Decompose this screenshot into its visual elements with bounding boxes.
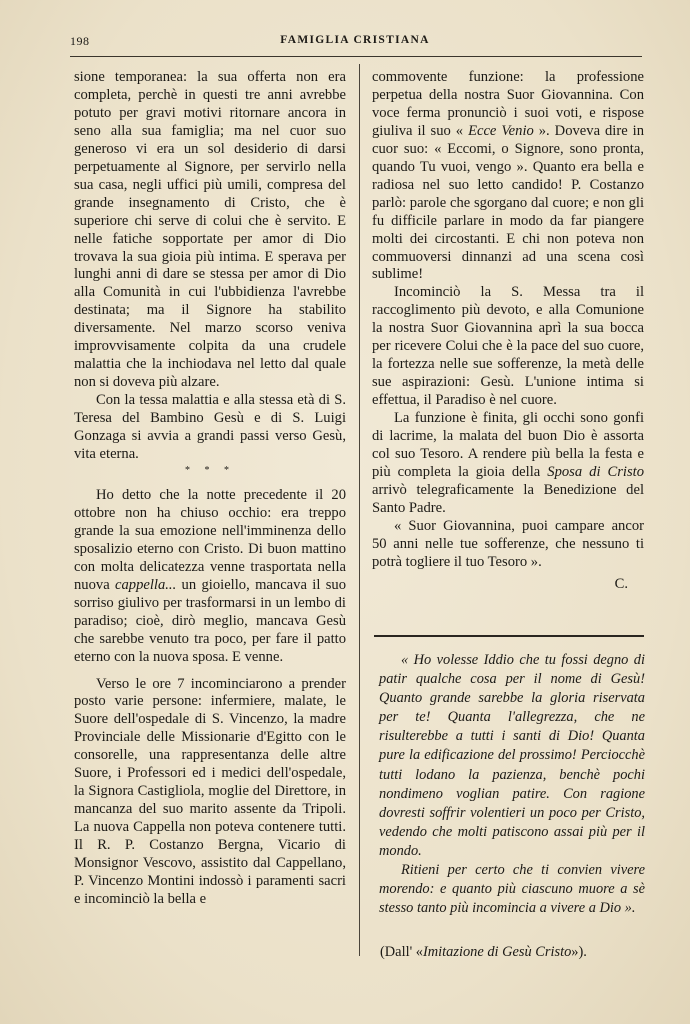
section-separator: * * * xyxy=(185,464,235,476)
left-paragraph-3 xyxy=(74,487,346,667)
quote-source-title: Imitazione di Gesù Cristo xyxy=(422,944,572,960)
left-paragraph-2: Con la tessa malattia e alla stessa età di S. Teresa del Bambino Gesù e di S. Luigi Gonzaga si avvia a grandi passi verso Gesù, vita eterna. xyxy=(74,392,346,463)
quote-source-suffix: »). xyxy=(571,944,587,960)
right-paragraph-3 xyxy=(372,410,644,518)
right-paragraph-3-end: arrivò telegraficamente la Benedizione del Santo Padre. xyxy=(372,481,644,516)
quote-source xyxy=(380,943,646,961)
right-column xyxy=(372,69,644,594)
quote-box xyxy=(379,651,645,918)
header-rule xyxy=(70,56,642,57)
section-rule xyxy=(374,635,644,637)
column-divider xyxy=(359,64,360,956)
right-paragraph-3-italic: Sposa di Cristo xyxy=(547,463,645,480)
left-paragraph-1: sione temporanea: la sua offerta non era completa, perchè in questi tre anni avrebbe potuto per gravi motivi ritornare ancora in seno alla sua famiglia; ma nel cuor suo generoso vi era un sol desiderio di darsi perpetuamente al Signore, per servirlo nella sua casa, negli uffici più umili, compresa del grande insegnamento di Cristo, che è superiore chi serve di colui che è servito. E nelle fatiche sopportate per amor di Dio trovava la sua gioia più intima. E sperava per lunghi anni di dare se stessa per amor di Dio alla Comunità in cui l'ubbidienza l'avrebbe destinata; ma il Signore ha stabilito diversamente. Nel marzo scorso veniva improvvisamente colpita da una crudele malattia che la inchiodava nel letto dal quale non si doveva più alzare. xyxy=(74,69,346,391)
quote-source-prefix: (Dall' « xyxy=(380,944,423,960)
right-paragraph-1 xyxy=(372,69,644,284)
left-paragraph-4: Verso le ore 7 incominciarono a prender posto varie persone: infermiere, malate, le Suore dell'ospedale di S. Vincenzo, la madre Provinciale delle Missionarie d'Egitto con le consorelle, una rappresentanza delle altre Suore, i Professori ed i medici dell'ospedale, la Signora Castigliola, moglie del Direttore, in mancanza del suo marito assente da Tripoli. La nuova Cappella non poteva contenere tutti. Il R. P. Costanzo Bergna, Vicario di Monsignor Vescovo, assistito dal Cappellano, P. Vincenzo Montini indossò i paramenti sacri e incominciò la bella e xyxy=(74,675,346,907)
left-column xyxy=(74,69,346,909)
quote-paragraph-2: Ritieni per certo che ti convien vivere morendo: e quanto più ciascuno muore a sè stesso tanto più incomincia a vivere a Dio ». xyxy=(379,862,645,917)
right-paragraph-2: Incominciò la S. Messa tra il raccoglimento più devoto, e alla Comunione la nostra Suor Giovannina aprì la sua bocca per ricevere Colui che è la pace del suo cuore, la fortezza nelle sue sofferenze, la metà delle sue aspirazioni: Gesù. L'unione intima si effettua, il Paradiso è nel cuore. xyxy=(372,284,644,409)
left-paragraph-3-text: Ho detto che la notte precedente il 20 ottobre non ha chiuso occhio: era treppo grande la sua emozione nell'imminenza dello sposalizio eterno con Cristo. Di buon mattino con molta delicatezza venne trasportata nella nuova xyxy=(74,486,346,593)
right-paragraph-3-text: La funzione è finita, gli occhi sono gonfi di lacrime, la malata del buon Dio è assorta col suo Tesoro. A rendere più bella la festa e più completa la gioia della xyxy=(372,410,644,480)
left-paragraph-3-end: un gioiello, mancava il suo sorriso giulivo per trasformarsi in un lembo di paradiso; cioè, dirò meglio, mancava Gesù che sarebbe venuto tra poco, per fare il patto eterno con la nuova sposa. E venne. xyxy=(74,576,346,665)
page-number: 198 xyxy=(70,34,90,48)
author-signature: C. xyxy=(614,575,628,592)
right-paragraph-1-end: ». Doveva dire in cuor suo: « Eccomi, o Signore, sono pronta, quando Tu vuoi, vengo ». Quanto era bella e radiosa nel suo letto candido! P. Costanzo parlò: parole che sgorgano dal cuore; e non gli fu difficile parlare in modo da far piangere molti dei circostanti. E chi non poteva non commuoversi dinnanzi ad una scena così sublime! xyxy=(372,122,645,283)
running-title: FAMIGLIA CRISTIANA xyxy=(280,34,430,46)
page-header xyxy=(70,34,640,50)
right-paragraph-1-italic: Ecce Venio xyxy=(468,122,534,139)
right-paragraph-4: « Suor Giovannina, puoi campare ancor 50 anni nelle tue sofferenze, che nessuno ti potrà togliere il tuo Tesoro ». xyxy=(372,517,644,570)
left-paragraph-3-italic: cappella... xyxy=(115,576,177,593)
quote-paragraph-1: « Ho volesse Iddio che tu fossi degno di patir qualche cosa per il nome di Gesù! Quanto grande sarebbe la gloria riservata per te! Quanta l'allegrezza, che ne risulterebbe a tutti i santi di Dio! Quanta pure la edificazione del prossimo! Perciocchè tutti lodano la pazienza, benchè pochi nondimeno voglian patire. Con ragione dovresti soffrir volentieri un poco per Cristo, vedendo che molti patiscono assai più per il mondo. xyxy=(379,652,645,859)
right-paragraph-1-text: commovente funzione: la professione perpetua della nostra Suor Giovannina. Con voce ferma pronunciò i suoi voti, e rispose giuliva il suo « xyxy=(372,69,644,139)
